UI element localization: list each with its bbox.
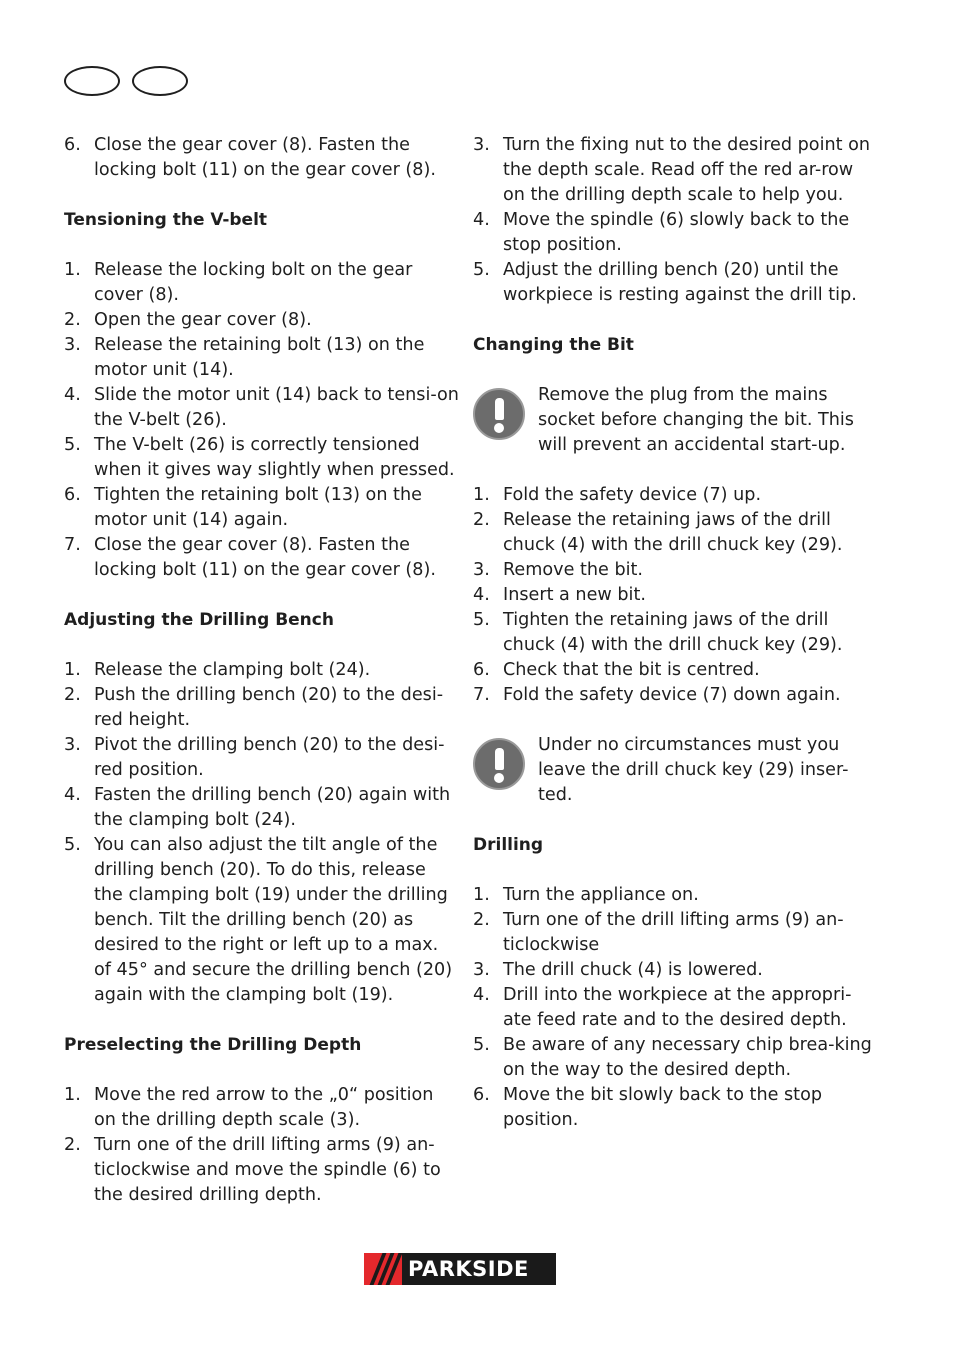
step-text: Check that the bit is centred. [503, 660, 760, 680]
step-number: 5. [64, 835, 81, 855]
exclamation-warning-icon [473, 738, 525, 790]
left-column [64, 133, 459, 1208]
step-number: 1. [64, 260, 81, 280]
step-number: 1. [64, 1085, 81, 1105]
step-item [64, 258, 459, 308]
step-number: 4. [473, 985, 490, 1005]
step-text: Release the locking bolt on the gear cover (8). [94, 260, 413, 305]
language-oval-2 [132, 66, 188, 96]
step-item [473, 658, 873, 683]
step-number: 4. [64, 385, 81, 405]
step-item [473, 558, 873, 583]
step-number: 7. [64, 535, 81, 555]
step-item [473, 983, 873, 1033]
warning-text: Under no circumstances must you leave the drill chuck key (29) inser-ted. [538, 735, 849, 805]
step-list [473, 483, 873, 708]
step-text: Move the red arrow to the „0“ position on the drilling depth scale (3). [94, 1085, 434, 1130]
step-number: 3. [473, 560, 490, 580]
step-number: 7. [473, 685, 490, 705]
step-item [64, 683, 459, 733]
step-text: Open the gear cover (8). [94, 310, 312, 330]
step-text: Insert a new bit. [503, 585, 646, 605]
step-text: Close the gear cover (8). Fasten the locking bolt (11) on the gear cover (8). [94, 535, 436, 580]
section-heading: Preselecting the Drilling Depth [64, 1035, 362, 1055]
step-item [64, 658, 459, 683]
step-number: 1. [473, 485, 490, 505]
step-number: 5. [473, 1035, 490, 1055]
step-number: 5. [473, 260, 490, 280]
step-item [473, 483, 873, 508]
section-heading: Changing the Bit [473, 335, 634, 355]
step-number: 6. [473, 1085, 490, 1105]
step-text: Tighten the retaining bolt (13) on the motor unit (14) again. [94, 485, 422, 530]
step-number: 5. [64, 435, 81, 455]
language-oval-1 [64, 66, 120, 96]
step-item [64, 433, 459, 483]
step-number: 1. [473, 885, 490, 905]
step-number: 3. [64, 335, 81, 355]
logo-text: PARKSIDE [408, 1257, 529, 1281]
step-list [64, 258, 459, 583]
step-text: Turn the fixing nut to the desired point on the depth scale. Read off the red ar-row on the drilling depth scale to help you. [503, 135, 871, 205]
step-item [473, 208, 873, 258]
right-column [473, 133, 873, 1133]
step-text: Move the spindle (6) slowly back to the stop position. [503, 210, 850, 255]
step-item [64, 1083, 459, 1133]
step-number: 6. [473, 660, 490, 680]
step-text: Drill into the workpiece at the appropri-ate feed rate and to the desired depth. [503, 985, 852, 1030]
step-number: 2. [64, 685, 81, 705]
step-item [473, 683, 873, 708]
step-text: Release the clamping bolt (24). [94, 660, 371, 680]
step-list [64, 1083, 459, 1208]
step-number: 6. [64, 485, 81, 505]
step-text: Fold the safety device (7) down again. [503, 685, 841, 705]
step-item [473, 583, 873, 608]
step-text: Adjust the drilling bench (20) until the workpiece is resting against the drill tip. [503, 260, 857, 305]
step-item [473, 508, 873, 558]
step-text: Release the retaining bolt (13) on the motor unit (14). [94, 335, 425, 380]
step-item [473, 608, 873, 658]
step-item [64, 733, 459, 783]
section-heading: Drilling [473, 835, 544, 855]
step-item [473, 133, 873, 208]
step-number: 2. [473, 510, 490, 530]
step-item [473, 1033, 873, 1083]
step-item [64, 383, 459, 433]
step-number: 3. [473, 960, 490, 980]
step-number: 5. [473, 610, 490, 630]
step-item [64, 333, 459, 383]
step-text: Move the bit slowly back to the stop position. [503, 1085, 823, 1130]
step-item [473, 258, 873, 308]
step-text: Turn the appliance on. [503, 885, 699, 905]
step-item [473, 883, 873, 908]
step-item [64, 308, 459, 333]
step-text: Push the drilling bench (20) to the desi-red height. [94, 685, 444, 730]
step-item [64, 483, 459, 533]
step-text: Remove the bit. [503, 560, 644, 580]
step-number: 2. [64, 310, 81, 330]
step-list [64, 133, 459, 183]
step-item [473, 958, 873, 983]
step-text: The drill chuck (4) is lowered. [503, 960, 763, 980]
step-number: 4. [473, 585, 490, 605]
parkside-logo [364, 1253, 556, 1285]
step-text: Tighten the retaining jaws of the drill chuck (4) with the drill chuck key (29). [503, 610, 843, 655]
step-number: 4. [473, 210, 490, 230]
step-item [473, 1083, 873, 1133]
section-heading: Adjusting the Drilling Bench [64, 610, 334, 630]
step-text: Be aware of any necessary chip brea-king on the way to the desired depth. [503, 1035, 872, 1080]
step-number: 6. [64, 135, 81, 155]
step-item [64, 833, 459, 1008]
logo-stripes-icon [364, 1253, 402, 1285]
step-text: You can also adjust the tilt angle of the drilling bench (20). To do this, release the clamping bolt (19) under the drilling bench. Tilt the drilling bench (20) as desired to the right or left up to a max. of 45° and secure the drilling bench (20) again with the clamping bolt (19). [94, 835, 453, 1005]
step-text: Close the gear cover (8). Fasten the locking bolt (11) on the gear cover (8). [94, 135, 436, 180]
step-number: 3. [473, 135, 490, 155]
step-item [64, 1133, 459, 1208]
step-text: The V-belt (26) is correctly tensioned when it gives way slightly when pressed. [94, 435, 455, 480]
step-list [473, 883, 873, 1133]
step-text: Release the retaining jaws of the drill chuck (4) with the drill chuck key (29). [503, 510, 843, 555]
step-text: Turn one of the drill lifting arms (9) an-ticlockwise and move the spindle (6) to the desired drilling depth. [94, 1135, 441, 1205]
step-text: Slide the motor unit (14) back to tensi-on the V-belt (26). [94, 385, 459, 430]
step-list [64, 658, 459, 1008]
step-item [64, 133, 459, 183]
step-text: Turn one of the drill lifting arms (9) an-ticlockwise [503, 910, 844, 955]
step-text: Pivot the drilling bench (20) to the desi-red position. [94, 735, 445, 780]
step-text: Fold the safety device (7) up. [503, 485, 762, 505]
step-number: 2. [64, 1135, 81, 1155]
warning-notice [473, 733, 873, 808]
step-number: 1. [64, 660, 81, 680]
warning-text: Remove the plug from the mains socket before changing the bit. This will prevent an accidental start-up. [538, 385, 854, 455]
step-text: Fasten the drilling bench (20) again with the clamping bolt (24). [94, 785, 451, 830]
step-item [64, 533, 459, 583]
exclamation-warning-icon [473, 388, 525, 440]
step-item [64, 783, 459, 833]
step-item [473, 908, 873, 958]
step-number: 4. [64, 785, 81, 805]
step-list [473, 133, 873, 308]
step-number: 2. [473, 910, 490, 930]
step-number: 3. [64, 735, 81, 755]
section-heading: Tensioning the V-belt [64, 210, 268, 230]
warning-notice [473, 383, 873, 458]
